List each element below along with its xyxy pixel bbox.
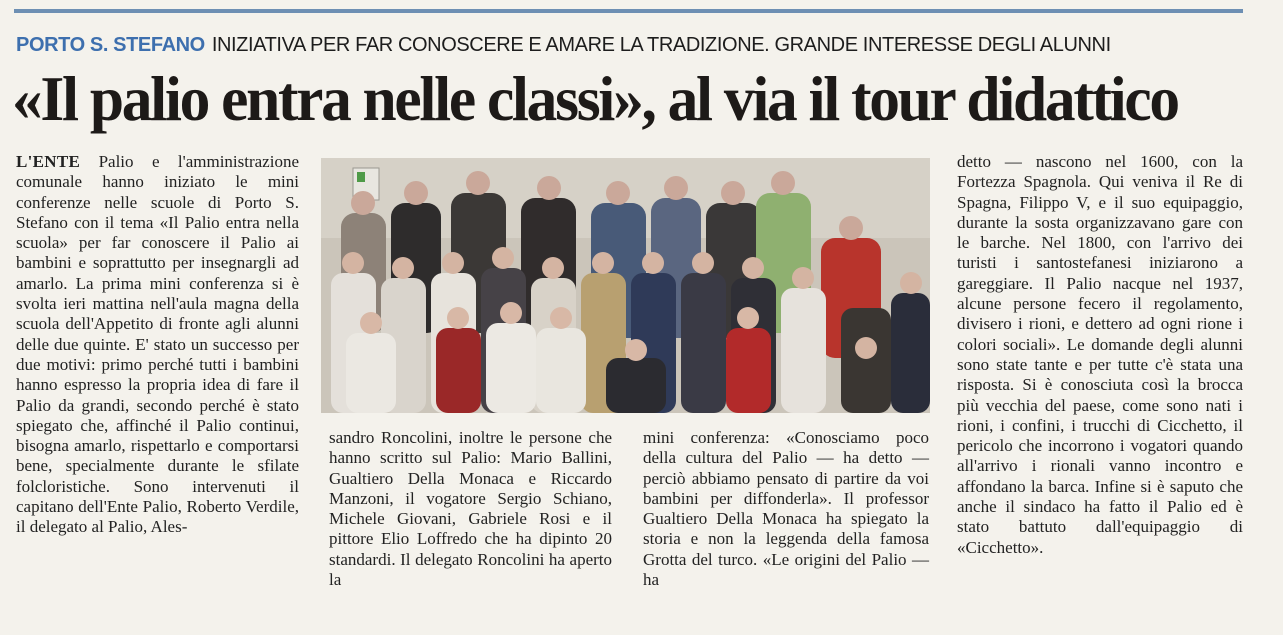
article-column-4: detto — nascono nel 1600, con la Fortezza Spagnola. Qui veniva il Re di Spagna, Filippo V, e il suo equipaggio, durante la sosta organizzavano gare con le barche. Nel 1800, con l'arrivo dei turisti i santostefanesi iniziarono a gareggiare. Il Palio nacque nel 1937, alcune persone fecero il regolamento, divisero i rioni, e dettero ad ogni rione i colori sociali». Le domande degli alunni sono state tante e per tutte c'è stata una risposta. Si è conosciuta così la brocca più vecchia del paese, come sono nati i rioni, i confini, i trucchi di Cicchetto, il pericolo che incorrono i vogatori quando all'arrivo i rionali vanno incontro e affondano la barca. Infine si è saputo che anche il sindaco ha fatto il Palio ed è stato battuto dall'equipaggio di «Cicchetto». bbox=[957, 152, 1243, 557]
article-column-3: mini conferenza: «Conosciamo poco della cultura del Palio — ha detto — perciò abbiamo pensato di partire da voi bambini per diffonderla». Il professor Gualtiero Della Monaca ha spiegato la storia e non la leggenda della famosa Grotta del turco. «Le origini del Palio — ha bbox=[643, 428, 929, 590]
headline: «Il palio entra nelle classi», al via il tour didattico bbox=[12, 63, 1178, 134]
group-photo bbox=[321, 158, 930, 413]
article-column-2: sandro Roncolini, inoltre le persone che hanno scritto sul Palio: Mario Ballini, Gualtiero Della Monaca e Riccardo Manzoni, il vogatore Sergio Schiano, Michele Giovani, Gabriele Rosi e il pittore Elio Loffredo che ha dipinto 20 standardi. Il delegato Roncolini ha aperto la bbox=[329, 428, 612, 590]
article-column-1 bbox=[16, 152, 299, 538]
group-photo-illustration bbox=[321, 158, 930, 413]
kicker-location: PORTO S. STEFANO bbox=[16, 34, 205, 56]
top-rule bbox=[14, 9, 1243, 13]
kicker bbox=[16, 33, 1263, 57]
column-1-text: Palio e l'amministrazione comunale hanno iniziato le mini conferenze nelle scuole di Porto S. Stefano con il tema «Il Palio entra nella scuola» per far conoscere il Palio ai bambini e soprattutto per insegnargli ad amarlo. La prima mini conferenza si è svolta ieri mattina nell'aula magna della scuola dell'Appetito di fronte agli alunni delle due quinte. E' stato un successo per due motivi: primo perché tutti i bambini hanno espresso la propria idea di fare il Palio da grandi, secondo perché è stato spiegato che, affinché il Palio continui, bisogna amarlo, rispettarlo e comportarsi bene, specialmente durante le sfilate folcloristiche. Sono intervenuti il capitano dell'Ente Palio, Roberto Verdile, il delegato al Palio, Ales- bbox=[16, 152, 299, 537]
lead-word: L'ENTE bbox=[16, 152, 81, 171]
kicker-subtitle: INIZIATIVA PER FAR CONOSCERE E AMARE LA TRADIZIONE. GRANDE INTERESSE DEGLI ALUNNI bbox=[211, 34, 1111, 56]
